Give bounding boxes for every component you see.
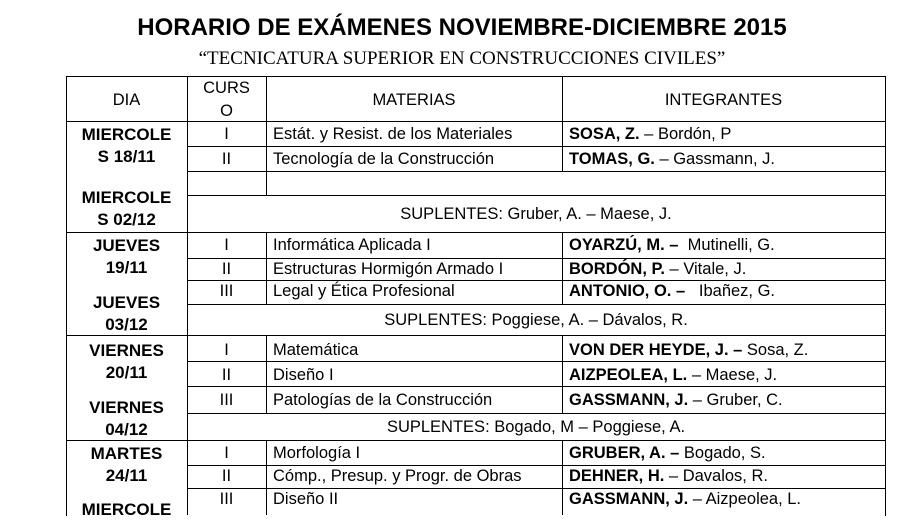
col-rule (187, 440, 188, 515)
suplentes-cell: SUPLENTES: Poggiese, A. – Dávalos, R. (384, 311, 688, 329)
day-label-line: 03/12 (105, 315, 148, 334)
day-label-second (66, 397, 187, 441)
day-label-line: MARTES (90, 444, 163, 463)
group-separator (66, 335, 886, 336)
other-members: – Maese, J. (687, 366, 778, 384)
day-label-second (66, 292, 187, 336)
titular-name: AIZPEOLEA, L. (569, 366, 688, 384)
day-label-line: S 18/11 (97, 147, 156, 166)
titular-name: DEHNER, H. (569, 467, 665, 485)
day-label-first (66, 124, 187, 168)
table-border-right (885, 76, 886, 516)
row-separator (187, 171, 886, 172)
day-label-line: 20/11 (105, 363, 148, 382)
col-rule (266, 121, 267, 171)
header-integrantes: INTEGRANTES (664, 91, 783, 109)
curso-cell: II (221, 260, 232, 278)
titular-name: TOMAS, G. (569, 150, 655, 168)
materia-cell: Legal y Ética Profesional (273, 282, 455, 300)
header-dia: DIA (112, 91, 141, 109)
col-rule (562, 232, 563, 304)
curso-cell: II (221, 467, 232, 485)
curso-cell: II (221, 150, 232, 168)
col-rule (187, 171, 188, 195)
document-title: HORARIO DE EXÁMENES NOVIEMBRE-DICIEMBRE 2015 (137, 14, 787, 41)
row-separator (187, 413, 886, 414)
materia-cell: Morfología I (273, 444, 361, 462)
col-rule (266, 232, 267, 304)
other-members: – Davalos, R. (664, 467, 768, 485)
other-members: Sosa, Z. (742, 341, 809, 359)
table-border-top (66, 76, 886, 77)
curso-cell: III (219, 490, 234, 508)
other-members: – Gruber, C. (688, 391, 783, 409)
materia-cell: Diseño II (273, 490, 339, 508)
day-label-second (66, 499, 187, 521)
day-label-line: 24/11 (105, 466, 148, 485)
col-rule (266, 440, 267, 515)
col-rule (266, 171, 267, 195)
other-members: Bogado, S. (679, 444, 766, 462)
integrantes-cell (569, 365, 777, 385)
suplentes-cell: SUPLENTES: Gruber, A. – Maese, J. (400, 205, 672, 223)
day-label-line: JUEVES (92, 236, 161, 255)
col-rule (562, 440, 563, 515)
materia-cell: Informática Aplicada I (273, 236, 431, 254)
other-members: – Gassmann, J. (654, 150, 776, 168)
other-members: Ibañez, G. (685, 282, 776, 300)
integrantes-cell (569, 340, 808, 360)
materia-cell: Tecnología de la Construcción (273, 150, 495, 168)
day-label-first (66, 443, 187, 487)
materia-cell: Matemática (273, 341, 359, 359)
col-rule (187, 335, 188, 413)
col-rule (562, 335, 563, 413)
titular-name: GRUBER, A. – (569, 444, 680, 462)
integrantes-cell (569, 466, 768, 486)
other-members: Mutinelli, G. (678, 236, 775, 254)
row-separator (187, 146, 886, 147)
materia-cell: Cómp., Presup. y Progr. de Obras (273, 467, 522, 485)
curso-cell: II (221, 366, 232, 384)
suplentes-cell: SUPLENTES: Bogado, M – Poggiese, A. (386, 418, 686, 436)
col-rule (266, 76, 267, 121)
materia-cell: Estructuras Hormigón Armado I (273, 260, 504, 278)
other-members: – Vitale, J. (664, 260, 747, 278)
group-separator (66, 440, 886, 441)
row-separator (187, 195, 886, 196)
integrantes-cell (569, 443, 766, 463)
row-separator (187, 361, 886, 362)
col-rule (266, 335, 267, 413)
titular-name: ANTONIO, O. – (569, 282, 686, 300)
integrantes-cell (569, 281, 775, 301)
group-separator (66, 232, 886, 233)
row-separator (187, 386, 886, 387)
col-rule (562, 76, 563, 121)
titular-name: GASSMANN, J. (569, 490, 689, 508)
materia-cell: Estát. y Resist. de los Materiales (273, 125, 513, 143)
curso-cell: I (224, 444, 229, 462)
col-rule (187, 121, 188, 171)
day-label-second (66, 187, 187, 231)
integrantes-cell (569, 390, 783, 410)
integrantes-cell (569, 149, 775, 169)
integrantes-cell (569, 259, 746, 279)
curso-cell: III (219, 391, 234, 409)
day-label-first (66, 340, 187, 384)
curso-cell: III (219, 282, 234, 300)
table-border-left (66, 76, 67, 516)
day-label-line: 19/11 (105, 258, 148, 277)
day-label-line: S 02/12 (97, 210, 156, 229)
integrantes-cell (569, 489, 801, 509)
document-subtitle: “TECNICATURA SUPERIOR EN CONSTRUCCIONES CIVILES” (198, 48, 726, 69)
header-materias: MATERIAS (372, 91, 456, 109)
materia-cell: Patologías de la Construcción (273, 391, 493, 409)
col-rule (187, 232, 188, 304)
row-separator (187, 304, 886, 305)
titular-name: OYARZÚ, M. – (569, 236, 679, 254)
materia-cell: Diseño I (273, 366, 334, 384)
other-members: – Bordón, P (639, 125, 732, 143)
day-label-first (66, 235, 187, 279)
titular-name: GASSMANN, J. (569, 391, 689, 409)
day-label-line: VIERNES (89, 398, 164, 417)
col-rule (562, 121, 563, 171)
titular-name: SOSA, Z. (569, 125, 640, 143)
day-label-line: MIERCOLE (81, 188, 172, 207)
day-label-line: VIERNES (89, 341, 164, 360)
day-label-line: 04/12 (105, 420, 148, 439)
curso-cell: I (224, 125, 229, 143)
group-separator (66, 121, 886, 122)
day-label-line: MIERCOLE (81, 125, 172, 144)
other-members: – Aizpeolea, L. (688, 490, 802, 508)
curso-cell: I (224, 236, 229, 254)
integrantes-cell (569, 124, 731, 144)
header-curso-line1: CURS (203, 79, 250, 97)
day-label-line: JUEVES (92, 293, 161, 312)
col-rule (187, 76, 188, 121)
header-curso-line2: O (220, 102, 233, 120)
titular-name: VON DER HEYDE, J. – (569, 341, 743, 359)
integrantes-cell (569, 235, 775, 255)
day-label-line: MIERCOLE (81, 500, 172, 519)
titular-name: BORDÓN, P. (569, 260, 665, 278)
curso-cell: I (224, 341, 229, 359)
